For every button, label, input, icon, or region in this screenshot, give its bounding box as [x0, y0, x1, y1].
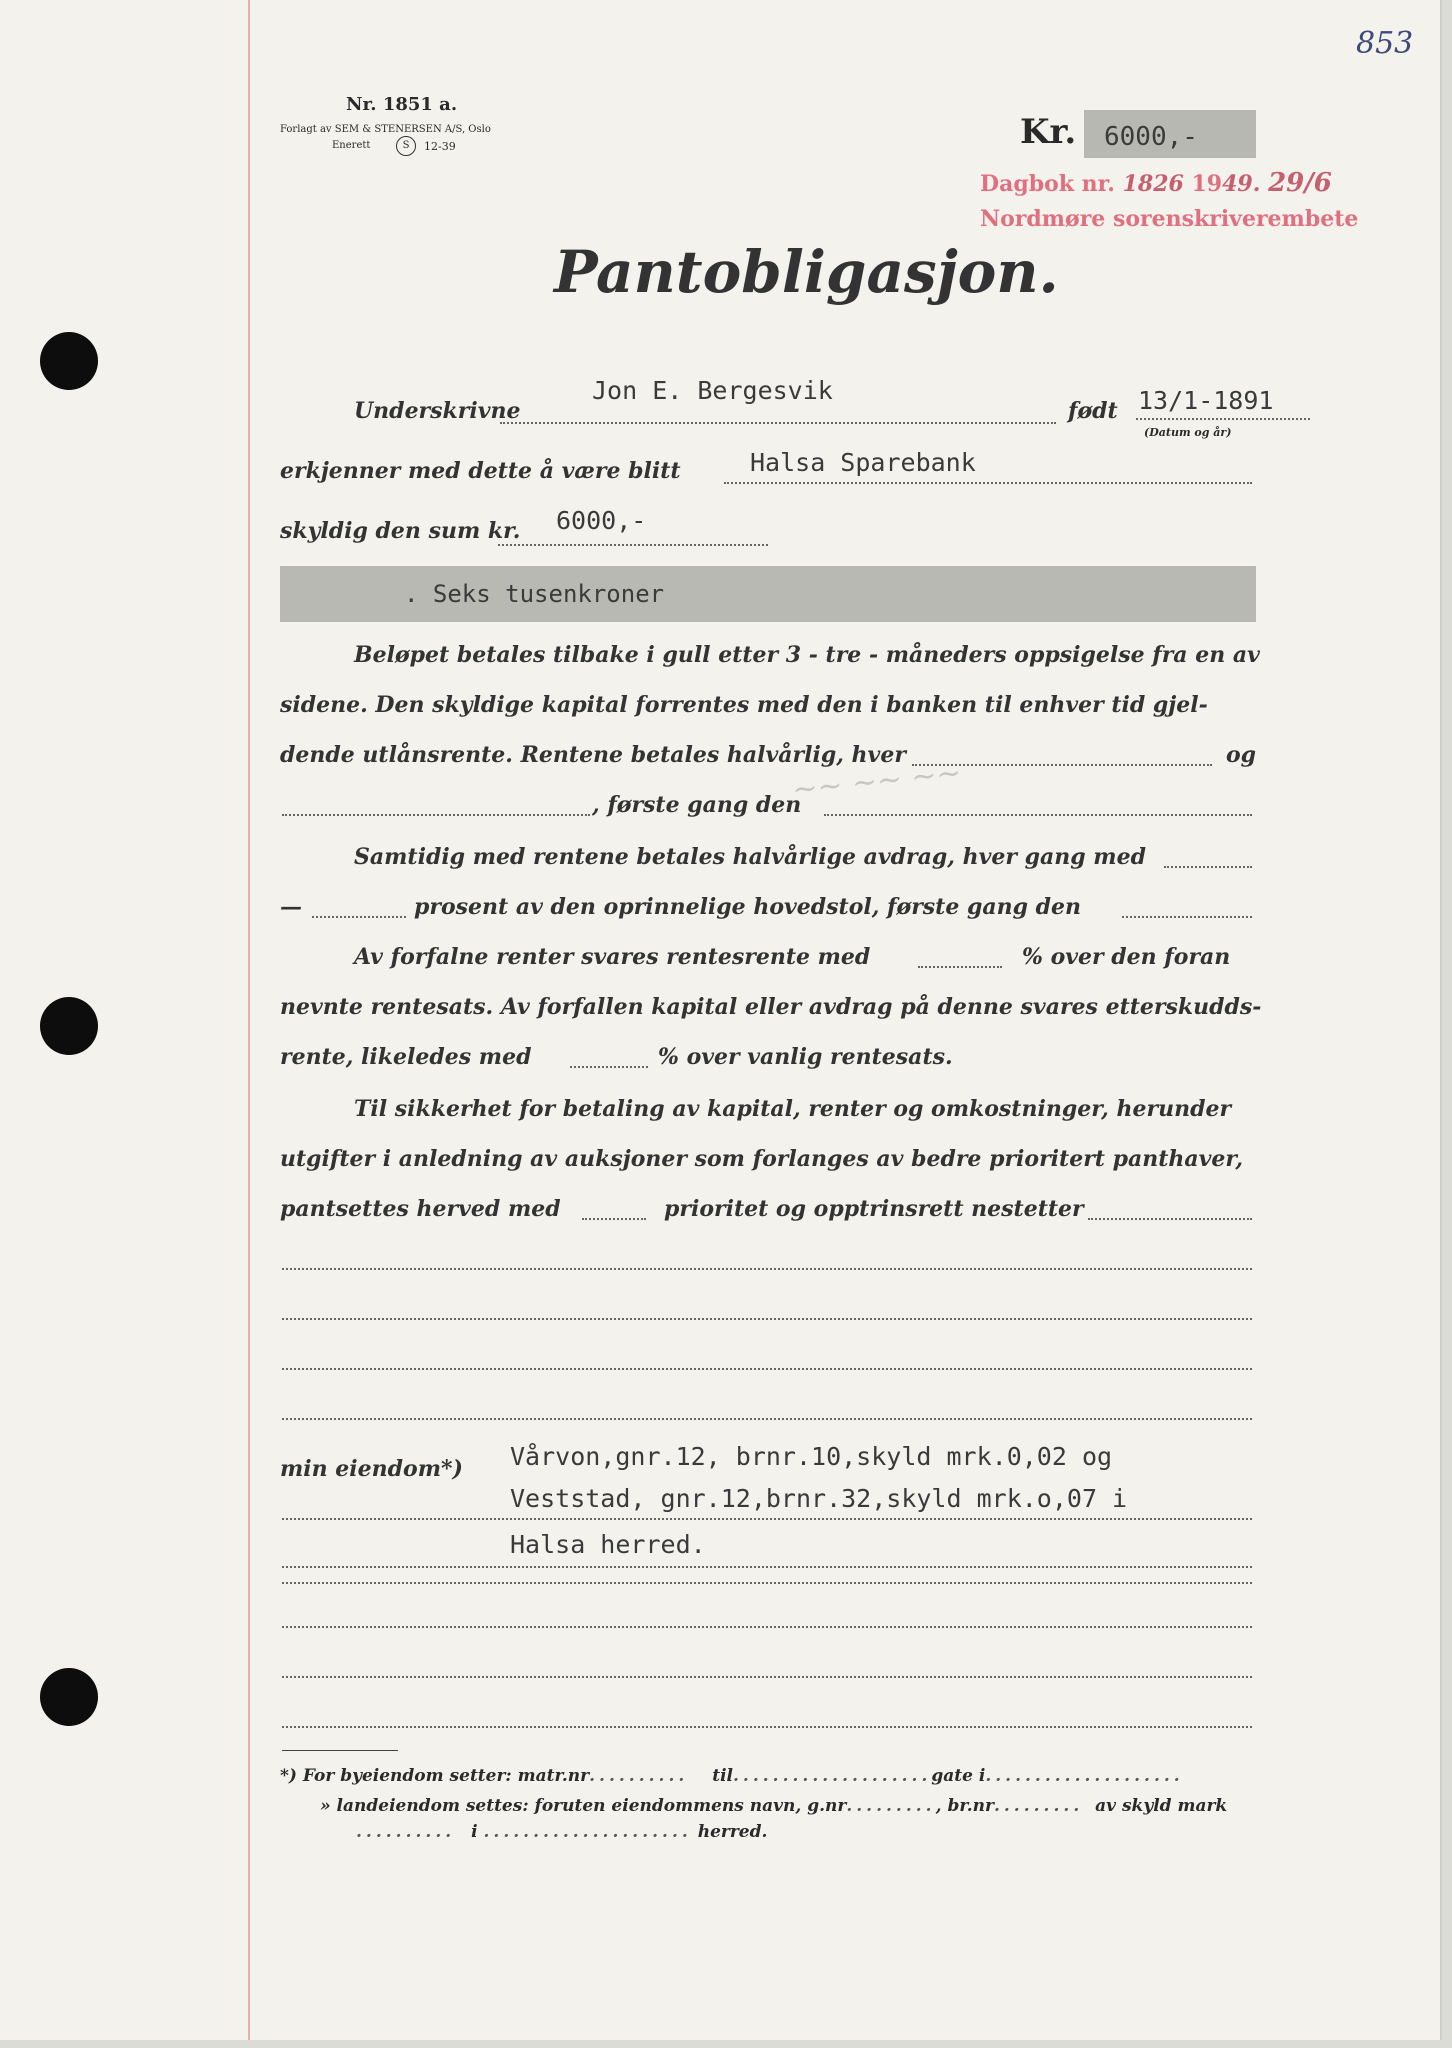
p4-line3: pantsettes herved med: [280, 1196, 561, 1222]
p1-line1: Beløpet betales tilbake i gull etter 3 - tre - måneders oppsigelse fra en av: [354, 642, 1260, 668]
p4-line2: utgifter i anledning av auksjoner som forlanges av bedre prioritert panthaver,: [280, 1146, 1244, 1172]
stamp-date: 29/6: [1268, 168, 1332, 198]
document-title: Pantobligasjon.: [554, 238, 1059, 306]
property-line3: Halsa herred.: [510, 1530, 706, 1559]
p1-line3: dende utlånsrente. Rentene betales halvårlig, hver: [280, 742, 906, 768]
blank-line-4: [282, 1418, 1252, 1420]
stamp-line1: [980, 168, 1332, 198]
p2-line1: Samtidig med rentene betales halvårlige avdrag, hver gang med: [354, 844, 1146, 870]
p4-line3-end: prioritet og opptrinsrett nestetter: [664, 1196, 1084, 1222]
stamp-prefix: Dagbok nr.: [980, 171, 1115, 197]
undersigned-label: Underskrivne: [354, 398, 521, 424]
p1-line2: sidene. Den skyldige kapital forrentes med den i banken til enhver tid gjel-: [280, 692, 1208, 718]
footnote-l1c: gate i: [931, 1766, 986, 1786]
p3-line3: rente, likeledes med: [280, 1044, 532, 1070]
blank-line-1: [282, 1268, 1252, 1270]
sum-label: skyldig den sum kr.: [280, 518, 521, 544]
creditor-value: Halsa Sparebank: [750, 448, 976, 477]
born-label: født: [1068, 398, 1118, 424]
undersigned-dots: [500, 422, 1056, 424]
p1-line4-lead-dots: [282, 814, 590, 816]
born-hint: (Datum og år): [1144, 426, 1232, 439]
property-line1: Vårvon,gnr.12, brnr.10,skyld mrk.0,02 og: [510, 1442, 1113, 1471]
p3-line2: nevnte rentesats. Av forfallen kapital eller avdrag på denne svares etterskudds-: [280, 994, 1262, 1020]
footnote-line3: .......... i ..................... herred.: [356, 1822, 768, 1842]
sum-value: 6000,-: [556, 506, 647, 535]
property-dots-6: [282, 1726, 1252, 1728]
property-dots-5: [282, 1676, 1252, 1678]
property-label: min eiendom*): [280, 1456, 463, 1482]
footnote-l3a: i: [471, 1822, 478, 1842]
amount-value: 6000,-: [1104, 122, 1198, 152]
p2-line1-dots: [1164, 866, 1252, 868]
p3-line3-dots: [570, 1066, 648, 1068]
p3-line1: Av forfalne renter svares rentesrente med: [354, 944, 871, 970]
p3-line1-end: % over den foran: [1022, 944, 1231, 970]
blank-line-2: [282, 1318, 1252, 1320]
footnote-l1b: til: [712, 1766, 733, 1786]
footnote-l2c: av skyld mark: [1095, 1796, 1228, 1816]
p3-line1-dots: [918, 966, 1002, 968]
sum-dots: [498, 544, 768, 546]
footnote-rule: [282, 1750, 398, 1751]
margin-rule: [248, 0, 250, 2040]
property-dots-3: [282, 1582, 1252, 1584]
amount-label: Kr.: [1020, 112, 1077, 152]
stamp-year-prefix: 19: [1191, 171, 1223, 197]
form-rights: Enerett: [332, 140, 371, 151]
punch-hole-middle: [40, 997, 98, 1055]
p2-line2-lead-dots: [312, 916, 406, 918]
undersigned-value: Jon E. Bergesvik: [592, 376, 833, 405]
stamp-number: 1826: [1122, 171, 1184, 197]
sum-words: . Seks tusenkroner: [404, 580, 665, 608]
p1-line3-end: og: [1226, 742, 1257, 768]
footnote-line1: *) For byeiendom setter: matr.nr.......... til....................gate i....................: [280, 1766, 1184, 1786]
p2-line2-dots: [1122, 916, 1252, 918]
p4-line3-dots: [582, 1218, 646, 1220]
blank-line-3: [282, 1368, 1252, 1370]
acknowledges-label: erkjenner med dette å være blitt: [280, 458, 681, 484]
p1-line4-dots: [824, 814, 1252, 816]
property-dots-2: [282, 1566, 1252, 1568]
p1-line4: , første gang den: [592, 792, 802, 818]
footnote-l2b: , br.nr: [935, 1796, 994, 1816]
form-number: Nr. 1851 a.: [346, 94, 458, 115]
footnote-l3b: herred.: [697, 1822, 768, 1842]
p2-line2: prosent av den oprinnelige hovedstol, første gang den: [414, 894, 1082, 920]
stamp-year-suffix: 49.: [1222, 171, 1261, 197]
born-value: 13/1-1891: [1138, 386, 1274, 415]
amount-box: [1084, 110, 1256, 158]
footnote-l2a: » landeiendom settes: foruten eiendommens navn, g.nr: [320, 1796, 847, 1816]
creditor-dots: [724, 482, 1252, 484]
footnote-l1a: *) For byeiendom setter: matr.nr: [280, 1766, 590, 1786]
sum-words-box: [280, 566, 1256, 622]
property-line2: Veststad, gnr.12,brnr.32,skyld mrk.o,07 i: [510, 1484, 1128, 1513]
punch-hole-bottom: [40, 1668, 98, 1726]
property-dots-4: [282, 1626, 1252, 1628]
pencil-mark: ~~ ~~ ~~: [790, 755, 964, 808]
punch-hole-top: [40, 332, 98, 390]
stamp-line2: Nordmøre sorenskriverembete: [980, 206, 1359, 232]
p4-line3-tail-dots: [1088, 1218, 1252, 1220]
footnote-line2: » landeiendom settes: foruten eiendommens navn, g.nr........., br.nr......... av skyld mark: [320, 1796, 1228, 1816]
form-date-code: 12-39: [424, 140, 456, 153]
form-publisher: Forlagt av SEM & STENERSEN A/S, Oslo: [280, 124, 491, 135]
born-dots: [1136, 418, 1310, 420]
p2-line2-dash: —: [280, 894, 302, 920]
p3-line3-end: % over vanlig rentesats.: [658, 1044, 953, 1070]
page-number: 853: [1356, 26, 1414, 61]
property-dots-1: [282, 1518, 1252, 1520]
publisher-logo: S: [396, 136, 416, 156]
p4-line1: Til sikkerhet for betaling av kapital, renter og omkostninger, herunder: [354, 1096, 1232, 1122]
